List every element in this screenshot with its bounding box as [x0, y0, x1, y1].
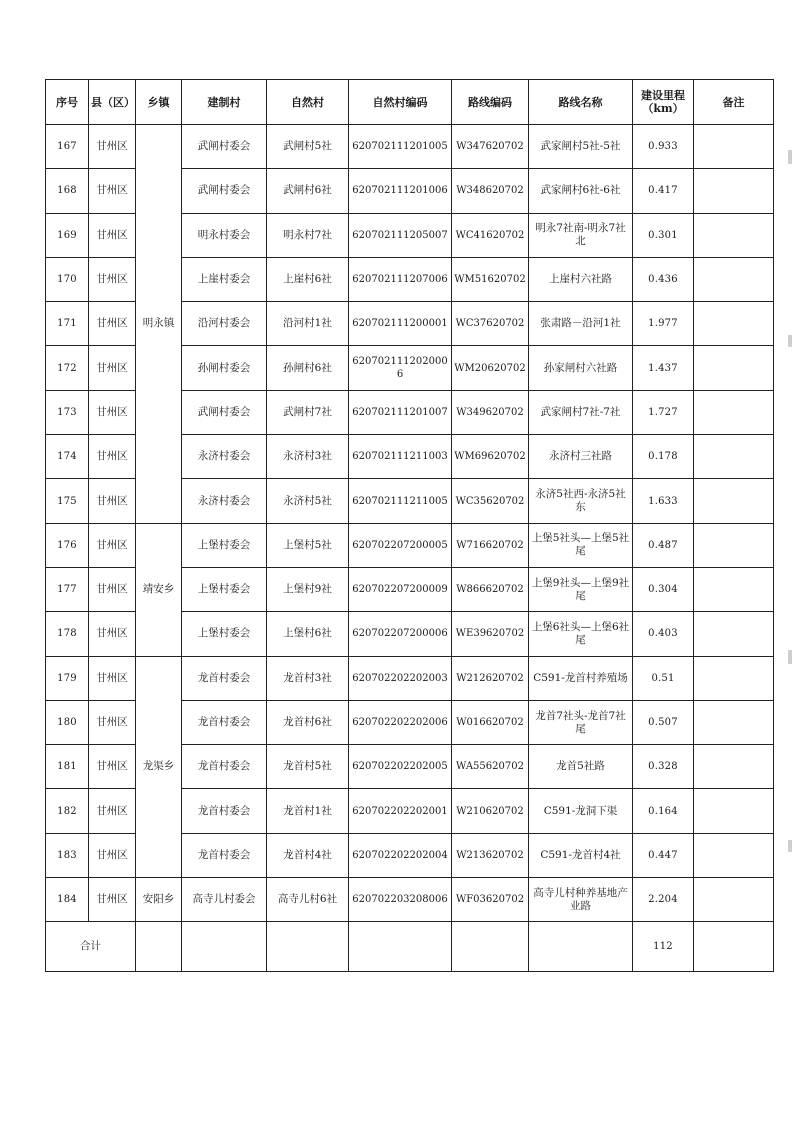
route-code-cell: W210620702	[452, 789, 529, 833]
route-code-cell: W347620702	[452, 125, 529, 169]
route-name-cell: 武家闸村7社-7社	[529, 390, 633, 434]
county-cell: 甘州区	[89, 700, 136, 744]
scan-edge-mark	[788, 650, 792, 664]
remark-cell	[694, 213, 774, 257]
seq-cell: 179	[46, 656, 89, 700]
town-cell-longqu: 龙渠乡	[136, 656, 182, 877]
natural-village-cell: 永济村3社	[267, 435, 349, 479]
natural-village-cell: 武闸村5社	[267, 125, 349, 169]
scan-edge-mark	[788, 150, 792, 164]
route-name-cell: C591-龙首村养殖场	[529, 656, 633, 700]
county-cell: 甘州区	[89, 125, 136, 169]
village-cell: 永济村委会	[182, 435, 267, 479]
table-row	[46, 656, 774, 700]
mileage-cell: 1.977	[633, 302, 694, 346]
county-cell: 甘州区	[89, 169, 136, 213]
route-code-cell: W213620702	[452, 833, 529, 877]
remark-cell	[694, 833, 774, 877]
village-cell: 武闸村委会	[182, 390, 267, 434]
natural-village-code-cell: 620702202202003	[349, 656, 452, 700]
village-cell: 上堡村委会	[182, 523, 267, 567]
village-cell: 武闸村委会	[182, 169, 267, 213]
county-cell: 甘州区	[89, 213, 136, 257]
natural-village-code-cell: 620702203208006	[349, 878, 452, 922]
remark-cell	[694, 257, 774, 301]
route-code-cell: W348620702	[452, 169, 529, 213]
remark-cell	[694, 745, 774, 789]
village-cell: 上堡村委会	[182, 567, 267, 611]
route-name-cell: 永济5社西-永济5社东	[529, 479, 633, 523]
seq-cell: 183	[46, 833, 89, 877]
route-name-cell: 武家闸村6社-6社	[529, 169, 633, 213]
total-label: 合计	[46, 922, 136, 972]
route-code-cell: W866620702	[452, 567, 529, 611]
county-cell: 甘州区	[89, 745, 136, 789]
mileage-cell: 2.204	[633, 878, 694, 922]
mileage-cell: 0.328	[633, 745, 694, 789]
table-row	[46, 125, 774, 169]
natural-village-code-cell: 620702111201006	[349, 169, 452, 213]
mileage-cell: 1.437	[633, 346, 694, 390]
mileage-cell: 0.447	[633, 833, 694, 877]
header-natural-village-code: 自然村编码	[349, 80, 452, 125]
mileage-cell: 0.933	[633, 125, 694, 169]
natural-village-cell: 龙首村6社	[267, 700, 349, 744]
village-cell: 龙首村委会	[182, 833, 267, 877]
route-name-cell: 上堡5社头—上堡5社尾	[529, 523, 633, 567]
seq-cell: 167	[46, 125, 89, 169]
remark-cell	[694, 390, 774, 434]
total-empty-cell	[452, 922, 529, 972]
remark-cell	[694, 789, 774, 833]
route-code-cell: W016620702	[452, 700, 529, 744]
county-cell: 甘州区	[89, 567, 136, 611]
natural-village-cell: 明永村7社	[267, 213, 349, 257]
seq-cell: 180	[46, 700, 89, 744]
route-name-cell: C591-龙洞下渠	[529, 789, 633, 833]
remark-cell	[694, 125, 774, 169]
route-code-cell: WA55620702	[452, 745, 529, 789]
county-cell: 甘州区	[89, 656, 136, 700]
county-cell: 甘州区	[89, 346, 136, 390]
mileage-cell: 0.436	[633, 257, 694, 301]
natural-village-cell: 永济村5社	[267, 479, 349, 523]
natural-village-code-cell: 620702111201007	[349, 390, 452, 434]
seq-cell: 171	[46, 302, 89, 346]
mileage-cell: 0.487	[633, 523, 694, 567]
natural-village-cell: 武闸村7社	[267, 390, 349, 434]
natural-village-cell: 龙首村1社	[267, 789, 349, 833]
route-code-cell: WM51620702	[452, 257, 529, 301]
route-name-cell: 上崖村六社路	[529, 257, 633, 301]
seq-cell: 176	[46, 523, 89, 567]
natural-village-code-cell: 620702202202004	[349, 833, 452, 877]
route-name-cell: 永济村三社路	[529, 435, 633, 479]
natural-village-code-cell: 620702207200006	[349, 612, 452, 656]
natural-village-cell: 上崖村6社	[267, 257, 349, 301]
scan-edge-mark	[788, 840, 792, 852]
header-seq: 序号	[46, 80, 89, 125]
route-code-cell: W349620702	[452, 390, 529, 434]
route-name-cell: 龙首5社路	[529, 745, 633, 789]
remark-cell	[694, 346, 774, 390]
natural-village-cell: 上堡村9社	[267, 567, 349, 611]
total-empty-cell	[349, 922, 452, 972]
town-cell-jingan: 靖安乡	[136, 523, 182, 656]
remark-cell	[694, 435, 774, 479]
route-code-cell: WM20620702	[452, 346, 529, 390]
table-row	[46, 523, 774, 567]
village-cell: 龙首村委会	[182, 656, 267, 700]
remark-cell	[694, 878, 774, 922]
total-empty-cell	[182, 922, 267, 972]
mileage-cell: 0.178	[633, 435, 694, 479]
header-remark: 备注	[694, 80, 774, 125]
town-cell-anyang: 安阳乡	[136, 878, 182, 922]
scan-edge-mark	[788, 335, 792, 347]
remark-cell	[694, 656, 774, 700]
natural-village-cell: 龙首村3社	[267, 656, 349, 700]
route-name-cell: 高寺儿村种养基地产业路	[529, 878, 633, 922]
village-cell: 上崖村委会	[182, 257, 267, 301]
road-construction-table	[45, 79, 774, 972]
natural-village-cell: 上堡村5社	[267, 523, 349, 567]
seq-cell: 174	[46, 435, 89, 479]
natural-village-code-cell: 620702207200009	[349, 567, 452, 611]
mileage-cell: 1.727	[633, 390, 694, 434]
table-row	[46, 878, 774, 922]
natural-village-cell: 沿河村1社	[267, 302, 349, 346]
seq-cell: 182	[46, 789, 89, 833]
seq-cell: 175	[46, 479, 89, 523]
county-cell: 甘州区	[89, 878, 136, 922]
route-code-cell: WE39620702	[452, 612, 529, 656]
natural-village-code-cell: 620702202202005	[349, 745, 452, 789]
county-cell: 甘州区	[89, 257, 136, 301]
header-village: 建制村	[182, 80, 267, 125]
mileage-cell: 0.51	[633, 656, 694, 700]
remark-cell	[694, 612, 774, 656]
natural-village-cell: 高寺儿村6社	[267, 878, 349, 922]
mileage-cell: 0.164	[633, 789, 694, 833]
route-code-cell: WM69620702	[452, 435, 529, 479]
route-code-cell: WC41620702	[452, 213, 529, 257]
mileage-cell: 0.301	[633, 213, 694, 257]
natural-village-cell: 龙首村5社	[267, 745, 349, 789]
village-cell: 永济村委会	[182, 479, 267, 523]
route-name-cell: 孙家闸村六社路	[529, 346, 633, 390]
seq-cell: 169	[46, 213, 89, 257]
county-cell: 甘州区	[89, 435, 136, 479]
natural-village-code-cell: 620702111200001	[349, 302, 452, 346]
header-mileage: 建设里程（km）	[633, 80, 694, 125]
route-name-cell: 上堡9社头—上堡9社尾	[529, 567, 633, 611]
natural-village-code-cell: 620702202202006	[349, 700, 452, 744]
village-cell: 孙闸村委会	[182, 346, 267, 390]
table-header-row	[46, 80, 774, 125]
village-cell: 龙首村委会	[182, 745, 267, 789]
remark-cell	[694, 523, 774, 567]
remark-cell	[694, 302, 774, 346]
route-code-cell: WC37620702	[452, 302, 529, 346]
mileage-cell: 1.633	[633, 479, 694, 523]
county-cell: 甘州区	[89, 302, 136, 346]
county-cell: 甘州区	[89, 390, 136, 434]
seq-cell: 177	[46, 567, 89, 611]
total-empty-cell	[694, 922, 774, 972]
seq-cell: 181	[46, 745, 89, 789]
natural-village-code-cell: 620702111207006	[349, 257, 452, 301]
natural-village-code-cell: 620702111211005	[349, 479, 452, 523]
route-code-cell: WF03620702	[452, 878, 529, 922]
total-row	[46, 922, 774, 972]
county-cell: 甘州区	[89, 479, 136, 523]
village-cell: 明永村委会	[182, 213, 267, 257]
natural-village-cell: 武闸村6社	[267, 169, 349, 213]
village-cell: 上堡村委会	[182, 612, 267, 656]
route-code-cell: W716620702	[452, 523, 529, 567]
county-cell: 甘州区	[89, 833, 136, 877]
route-code-cell: WC35620702	[452, 479, 529, 523]
route-name-cell: 武家闸村5社-5社	[529, 125, 633, 169]
natural-village-cell: 孙闸村6社	[267, 346, 349, 390]
village-cell: 沿河村委会	[182, 302, 267, 346]
seq-cell: 173	[46, 390, 89, 434]
seq-cell: 172	[46, 346, 89, 390]
village-cell: 龙首村委会	[182, 700, 267, 744]
natural-village-code-cell: 620702111205007	[349, 213, 452, 257]
total-empty-cell	[136, 922, 182, 972]
village-cell: 龙首村委会	[182, 789, 267, 833]
header-route-name: 路线名称	[529, 80, 633, 125]
seq-cell: 178	[46, 612, 89, 656]
header-route-code: 路线编码	[452, 80, 529, 125]
remark-cell	[694, 700, 774, 744]
county-cell: 甘州区	[89, 612, 136, 656]
total-empty-cell	[529, 922, 633, 972]
natural-village-code-cell: 6207021112020006	[349, 346, 452, 390]
route-name-cell: C591-龙首村4社	[529, 833, 633, 877]
natural-village-code-cell: 620702111211003	[349, 435, 452, 479]
natural-village-code-cell: 620702202202001	[349, 789, 452, 833]
header-town: 乡镇	[136, 80, 182, 125]
natural-village-cell: 上堡村6社	[267, 612, 349, 656]
natural-village-code-cell: 620702207200005	[349, 523, 452, 567]
mileage-cell: 0.417	[633, 169, 694, 213]
mileage-cell: 0.507	[633, 700, 694, 744]
seq-cell: 184	[46, 878, 89, 922]
village-cell: 高寺儿村委会	[182, 878, 267, 922]
header-county: 县（区）	[89, 80, 136, 125]
town-cell-mingyong: 明永镇	[136, 125, 182, 524]
header-natural-village: 自然村	[267, 80, 349, 125]
remark-cell	[694, 479, 774, 523]
total-mileage: 112	[633, 922, 694, 972]
natural-village-code-cell: 620702111201005	[349, 125, 452, 169]
route-name-cell: 龙首7社头-龙首7社尾	[529, 700, 633, 744]
remark-cell	[694, 567, 774, 611]
remark-cell	[694, 169, 774, 213]
village-cell: 武闸村委会	[182, 125, 267, 169]
route-name-cell: 张肃路－沿河1社	[529, 302, 633, 346]
total-empty-cell	[267, 922, 349, 972]
route-name-cell: 上堡6社头—上堡6社尾	[529, 612, 633, 656]
mileage-cell: 0.304	[633, 567, 694, 611]
natural-village-cell: 龙首村4社	[267, 833, 349, 877]
mileage-cell: 0.403	[633, 612, 694, 656]
seq-cell: 170	[46, 257, 89, 301]
county-cell: 甘州区	[89, 789, 136, 833]
route-code-cell: W212620702	[452, 656, 529, 700]
route-name-cell: 明永7社南-明永7社北	[529, 213, 633, 257]
county-cell: 甘州区	[89, 523, 136, 567]
seq-cell: 168	[46, 169, 89, 213]
